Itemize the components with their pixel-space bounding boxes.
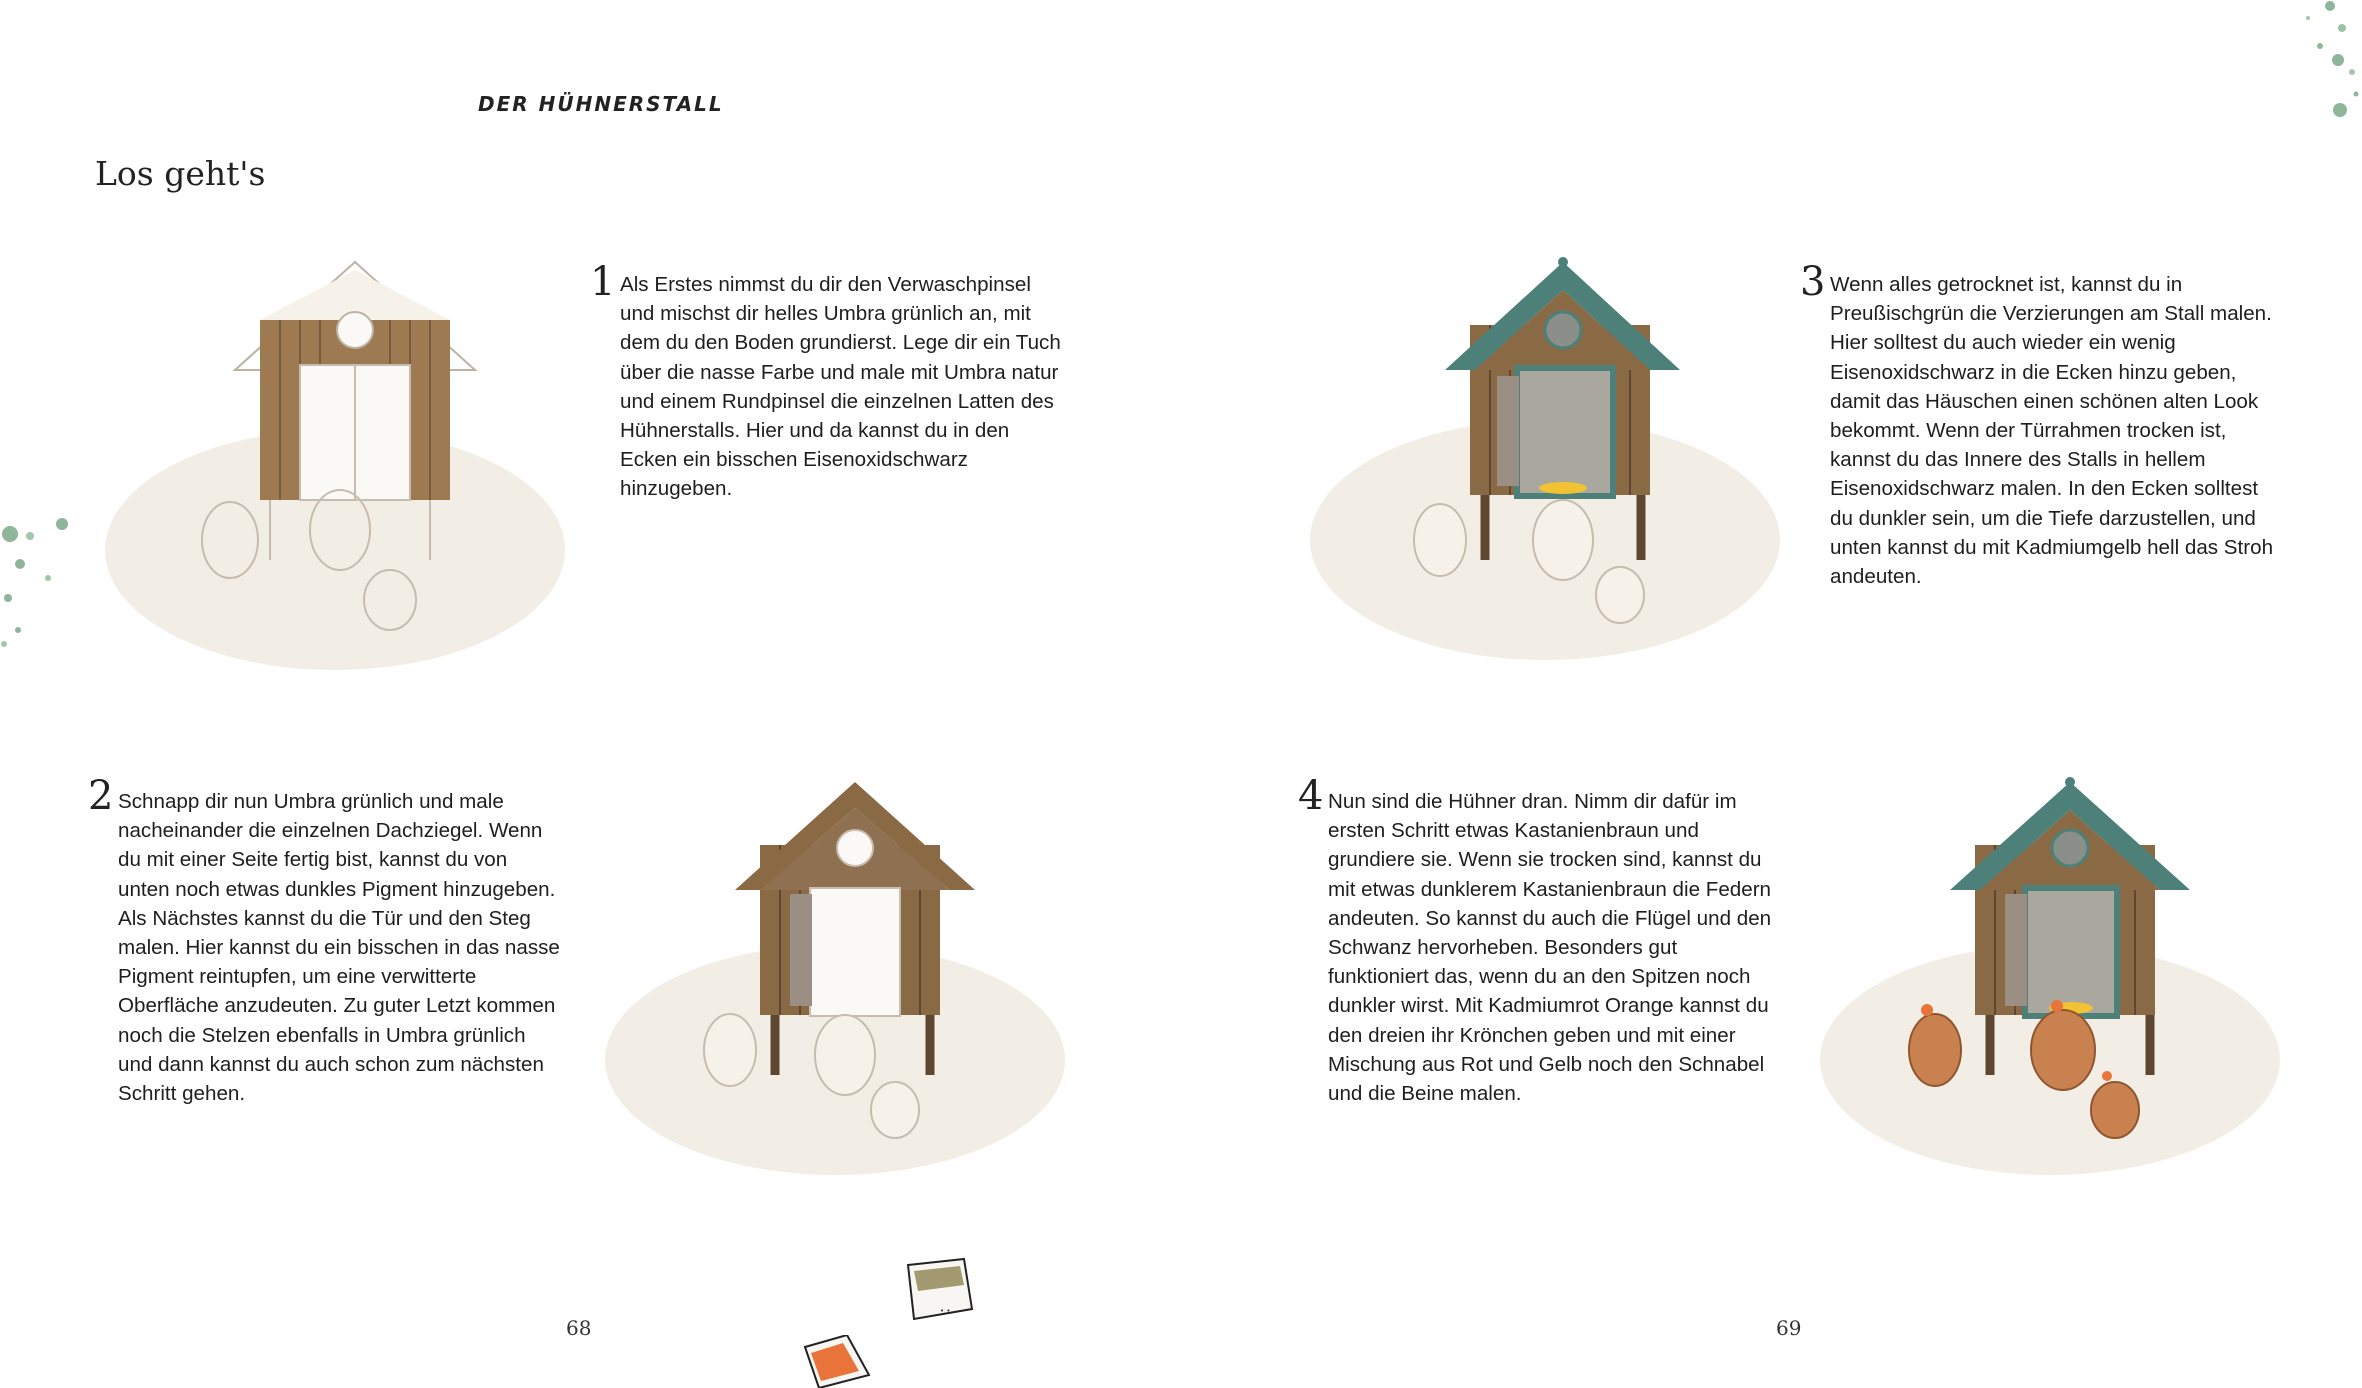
paint-pan-olive [900, 1255, 980, 1335]
section-title: Los geht's [95, 154, 266, 193]
step-1-text: Als Erstes nimmst du dir den Verwaschpinsel und mischst dir helles Umbra grünlich an, mit dem du den Boden grundierst. Lege dir ein Tuch über die nasse Farbe und male mit Umbra natur und einem Rundpinsel die einzelnen Latten des Hühnerstalls. Hier und da kannst du in den Ecken ein bisschen Eisenoxidschwarz hinzugeben. [620, 273, 1061, 501]
illustration-step-3 [1305, 250, 1785, 680]
step-2-text: Schnapp dir nun Umbra grünlich und male nacheinander die einzelnen Dachziegel. Wenn du mit einer Seite fertig bist, kannst du von unten noch etwas dunkles Pigment hinzugeben. Als Nächstes kannst du die Tür und den Steg malen. Hier kannst du ein bisschen in das nasse Pigment reintupfen, um eine verwitterte Oberfläche anzudeuten. Zu guter Letzt kommen noch die Stelzen ebenfalls in Umbra grünlich und dann kannst du auch schon zum nächsten Schritt gehen. [118, 790, 560, 1106]
step-4-text: Nun sind die Hühner dran. Nimm dir dafür im ersten Schritt etwas Kastanienbraun und grundiere sie. Wenn sie trocken sind, kannst du mit etwas dunklerem Kastanienbraun die Federn andeuten. So kannst du auch die Flügel und den Schwanz hervorheben. Besonders gut funktioniert das, wenn du an den Spitzen noch dunkler wirst. Mit Kadmiumrot Orange kannst du den dreien ihr Krönchen geben und mit einer Mischung aus Rot und Gelb noch den Schnabel und die Beine malen. [1328, 790, 1772, 1106]
illustration-step-4 [1815, 770, 2285, 1190]
step-3-text: Wenn alles getrocknet ist, kannst du in Preußischgrün die Verzierungen am Stall malen. Hier solltest du auch wieder ein wenig Eisenoxidschwarz in die Ecken hinzu geben, damit das Häuschen einen schönen alten Look bekommt. Wenn der Türrahmen trocken ist, kannst du das Innere des Stalls in hellem Eisenoxidschwarz malen. In den Ecken solltest du dunkler sein, um die Tiefe darzustellen, und unten kannst du mit Kadmiumgelb hell das Stroh andeuten. [1830, 273, 2274, 589]
step-2-number: 2 [88, 773, 114, 819]
step-1-number: 1 [590, 259, 616, 305]
svg-text:• •: • • [940, 1307, 951, 1315]
paint-pan-orange [795, 1335, 875, 1388]
paint-splatter-top-right [2280, 0, 2362, 130]
step-4-number: 4 [1298, 773, 1324, 819]
illustration-step-1 [100, 250, 570, 710]
step-3-number: 3 [1800, 259, 1826, 305]
paint-splatter-left [0, 508, 74, 658]
running-title: DER HÜHNERSTALL [478, 92, 724, 116]
illustration-step-2 [600, 770, 1070, 1190]
page-number-right: 69 [1776, 1316, 1802, 1340]
page-number-left: 68 [566, 1316, 592, 1340]
